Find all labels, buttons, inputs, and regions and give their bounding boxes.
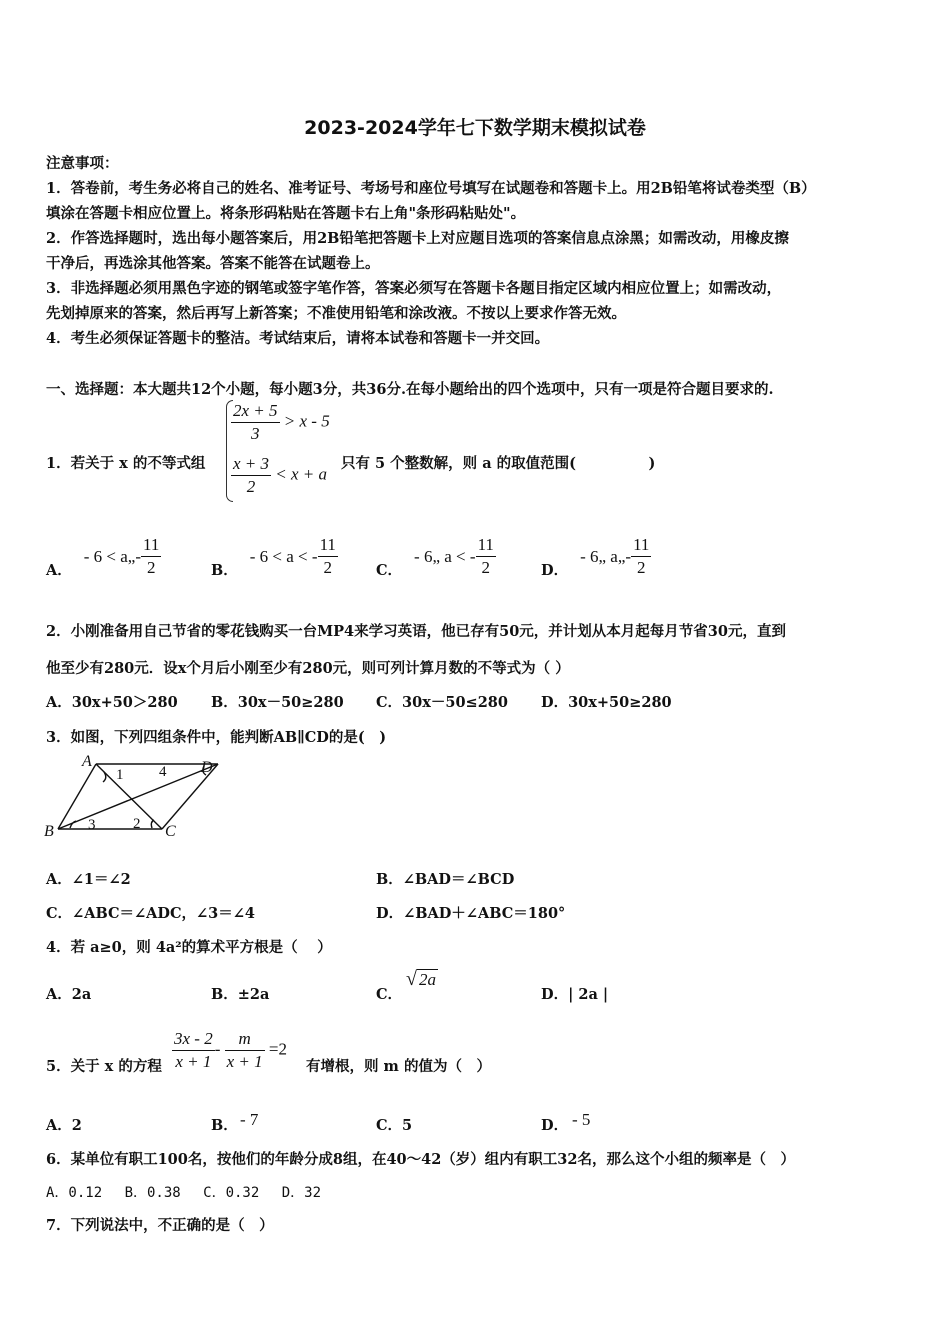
notice-line: 1．答卷前，考生务必将自己的姓名、准考证号、考场号和座位号填写在试题卷和答题卡上。用2B铅笔将试卷类型（B） — [46, 180, 816, 197]
q6-options[interactable]: A．0.12 B．0.38 C．0.32 D．32 — [46, 1185, 322, 1201]
q5-prefix: 5．关于 x 的方程 — [46, 1058, 162, 1075]
q5-suffix: 有增根，则 m 的值为（ ） — [306, 1058, 491, 1075]
notice-line: 3．非选择题必须用黑色字迹的钢笔或签字笔作答，答案必须写在答题卡各题目指定区域内相应位置上；如需改动， — [46, 280, 782, 297]
q5-option-c[interactable]: C．5 — [376, 1117, 413, 1134]
q5-equation: $\frac{3x - 2}{x + 1}$ - $\frac{m}{x + 1}$ =2 — [174, 1029, 288, 1071]
vertex-d-label: D — [201, 759, 213, 776]
q2-option-d[interactable]: D．30x+50≥280 — [541, 694, 672, 711]
q3-option-d[interactable]: D．∠BAD＋∠ABC＝180° — [376, 905, 566, 922]
angle-2-label: 2 — [133, 816, 141, 832]
q1-option-c[interactable]: C． - 6„ a < - $\frac{11}{2}$ — [376, 535, 494, 579]
notice-heading: 注意事项： — [46, 155, 119, 172]
vertex-b-label: B — [44, 823, 54, 840]
q5-option-d[interactable]: D． — [541, 1117, 569, 1134]
q2-option-c[interactable]: C．30x－50≤280 — [376, 694, 508, 711]
q6-stem: 6．某单位有职工100名，按他们的年龄分成8组，在40～42（岁）组内有职工32名，那么这个小组的频率是（ ） — [46, 1151, 795, 1168]
angle-3-label: 3 — [88, 817, 96, 833]
q4-option-b[interactable]: B．±2a — [211, 986, 270, 1003]
q2-stem-cont: 他至少有280元．设x个月后小刚至少有280元，则可列计算月数的不等式为（ ） — [46, 660, 570, 677]
q1-option-b[interactable]: B． - 6 < a < - $\frac{11}{2}$ — [211, 535, 336, 579]
notice-line: 先划掉原来的答案，然后再写上新答案；不准使用铅笔和涂改液。不按以上要求作答无效。 — [46, 305, 626, 322]
section-heading: 一、选择题：本大题共12个小题，每小题3分，共36分.在每小题给出的四个选项中，只有一项是符合题目要求的. — [46, 381, 774, 398]
angle-1-label: 1 — [116, 767, 124, 783]
q5-option-b-value: - 7 — [240, 1110, 259, 1129]
q1-option-d[interactable]: D． - 6„ a„ - $\frac{11}{2}$ — [541, 535, 650, 579]
q5-option-a[interactable]: A．2 — [46, 1117, 82, 1134]
notice-line: 干净后，再选涂其他答案。答案不能答在试题卷上。 — [46, 255, 380, 272]
q5-option-d-value: - 5 — [572, 1110, 591, 1129]
vertex-c-label: C — [165, 823, 176, 840]
q3-option-a[interactable]: A．∠1＝∠2 — [46, 871, 131, 888]
q1-option-a[interactable]: A． - 6 < a„ - $\frac{11}{2}$ — [46, 535, 160, 579]
notice-line: 填涂在答题卡相应位置上。将条形码粘贴在答题卡右上角"条形码粘贴处"。 — [46, 205, 526, 222]
q4-option-d[interactable]: D．| 2a | — [541, 986, 609, 1003]
q3-option-c[interactable]: C．∠ABC＝∠ADC，∠3＝∠4 — [46, 905, 255, 922]
q2-option-b[interactable]: B．30x－50≥280 — [211, 694, 344, 711]
q4-sqrt-expression: √ 2a — [406, 968, 436, 990]
q1-inequality-1: $\frac{2x + 5}{3}$ > x - 5 — [233, 401, 330, 443]
q4-option-a[interactable]: A．2a — [46, 986, 92, 1003]
page-title: 2023-2024学年七下数学期末模拟试卷 — [304, 117, 646, 139]
q2-stem: 2．小刚准备用自己节省的零花钱购买一台MP4来学习英语，他已存有50元，并计划从本月起每月节省30元，直到 — [46, 623, 786, 640]
parallelogram-figure — [40, 752, 230, 842]
q1-prefix: 1．若关于 x 的不等式组 — [46, 455, 206, 472]
vertex-a-label: A — [82, 753, 92, 770]
q5-option-b[interactable]: B． — [211, 1117, 238, 1134]
notice-line: 4．考生必须保证答题卡的整洁。考试结束后，请将本试卷和答题卡一并交回。 — [46, 330, 550, 347]
q7-stem: 7．下列说法中，不正确的是（ ） — [46, 1217, 274, 1234]
q1-inequality-2: $\frac{x + 3}{2}$ < x + a — [233, 454, 328, 496]
q4-option-c[interactable]: C． — [376, 986, 403, 1003]
q4-stem: 4．若 a≥0，则 4a²的算术平方根是（ ） — [46, 939, 332, 956]
q3-stem: 3．如图，下列四组条件中，能判断AB∥CD的是( ) — [46, 729, 387, 746]
notice-line: 2．作答选择题时，选出每小题答案后，用2B铅笔把答题卡上对应题目选项的答案信息点涂黑；如需改动，用橡皮擦 — [46, 230, 789, 247]
q2-option-a[interactable]: A．30x+50＞280 — [46, 694, 178, 711]
angle-4-label: 4 — [159, 764, 167, 780]
q3-option-b[interactable]: B．∠BAD＝∠BCD — [376, 871, 515, 888]
q1-suffix: 只有 5 个整数解，则 a 的取值范围( ) — [341, 455, 656, 472]
